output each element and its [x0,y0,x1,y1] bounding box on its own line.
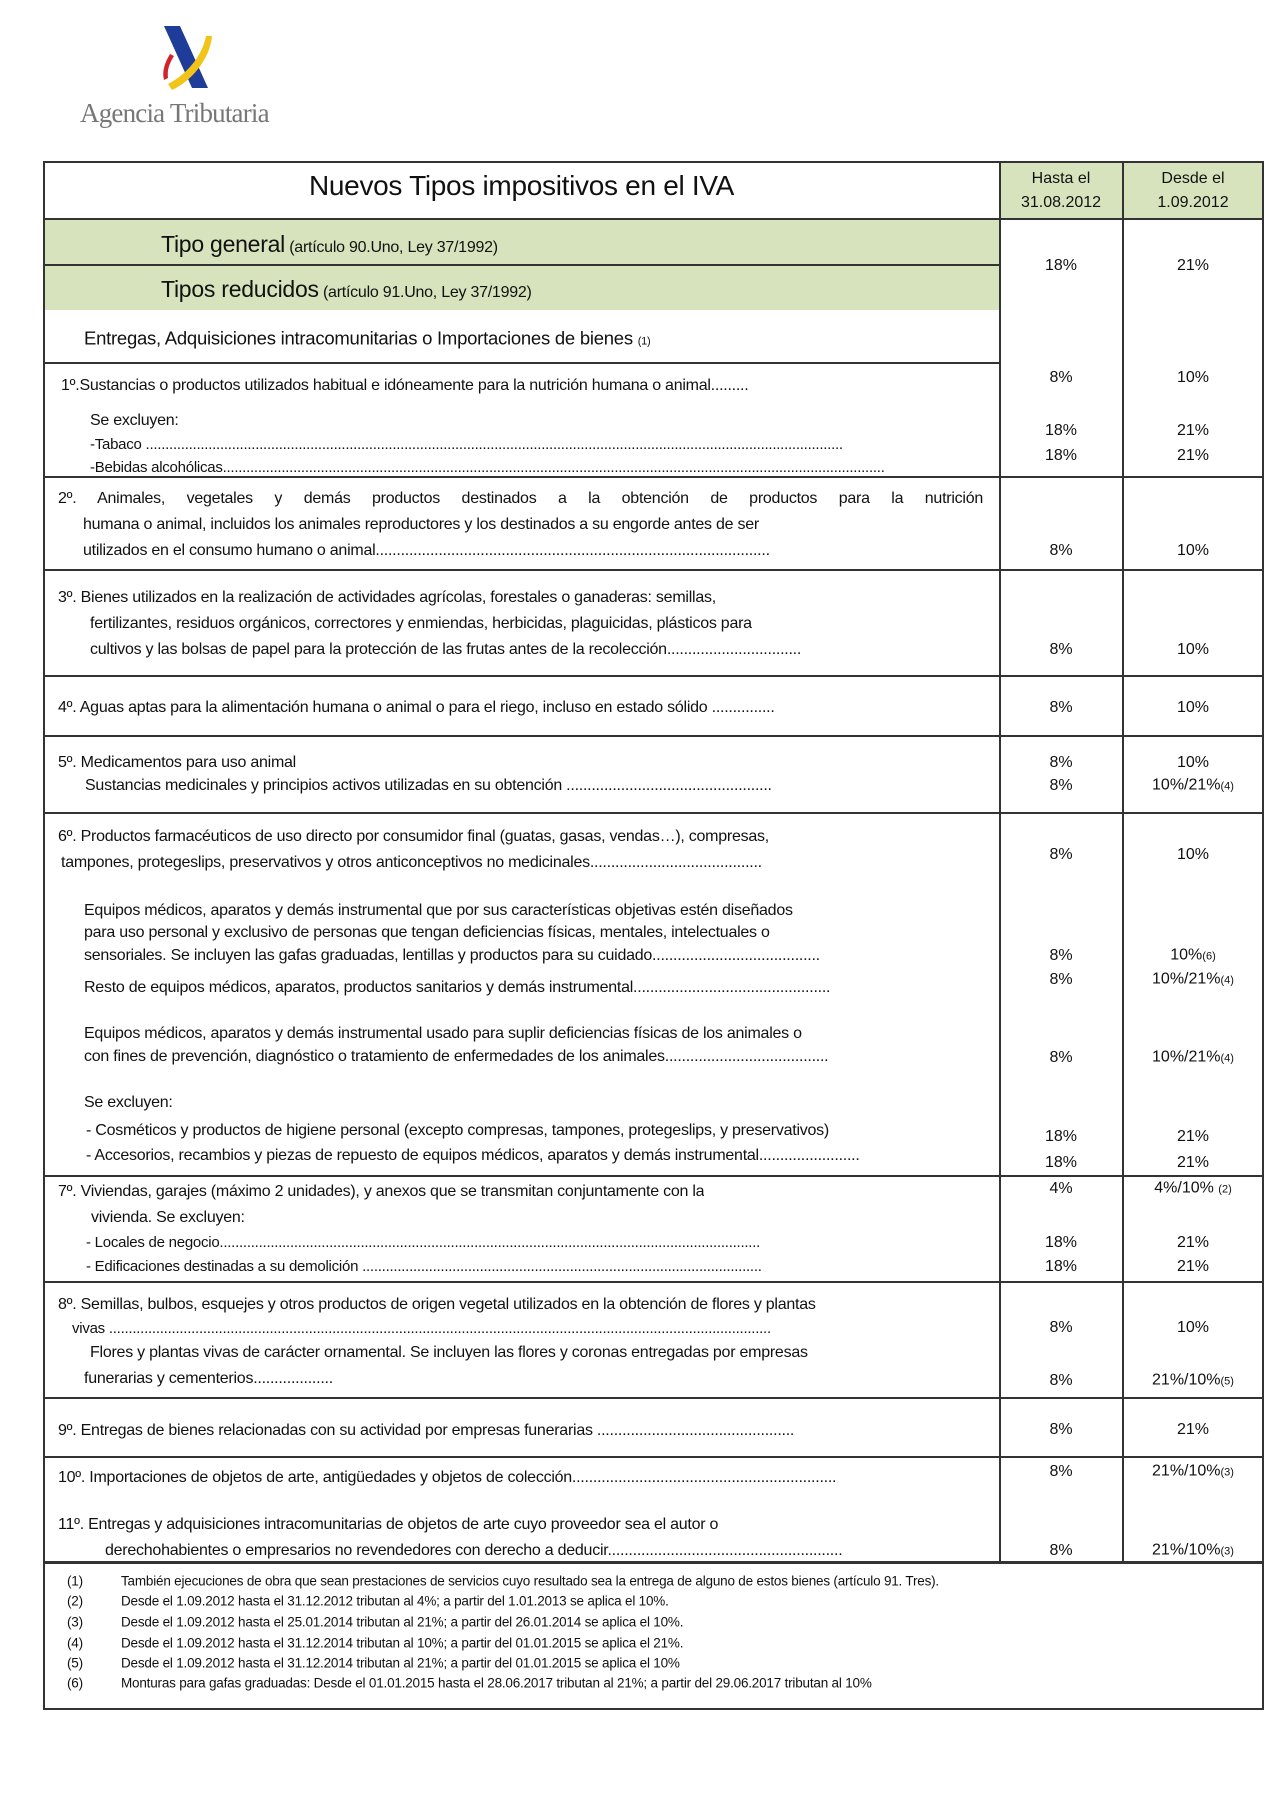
logo-emblem-icon [150,24,226,94]
col-from-header-line1: Desde el [1161,170,1225,187]
footnote-text: Desde el 1.09.2012 hasta el 31.12.2014 tributan al 21%; a partir del 01.01.2015 se aplica el 10% [121,1655,680,1671]
section-line: - Locales de negocio.......................................................................................................................................... [86,1234,761,1251]
section-line: cultivos y las bolsas de papel para la protección de las frutas antes de la recolección................................ [90,641,802,658]
rate-until: 18% [1044,1258,1078,1275]
rate-until: 8% [1049,1049,1073,1066]
section-line: con fines de prevención, diagnóstico o tratamiento de enfermedades de los animales....................................... [84,1048,829,1065]
footnote-number: (3) [67,1614,83,1630]
rate-from: 21% [1176,1128,1210,1145]
section-line: -Tabaco .................................................................................................................................................................................. [90,436,843,453]
section-line: Se excluyen: [84,1094,173,1111]
rate-until: 8% [1049,777,1073,794]
rate-from: 21%/10%(3) [1152,1462,1234,1480]
rate-from: 21%/10%(3) [1152,1541,1234,1559]
section-line: para uso personal y exclusivo de personas que tengan deficiencias físicas, mentales, intelectuales o [84,924,770,941]
section-line: vivas ......................................................................................................................................................................... [72,1320,771,1337]
section-line: 8º. Semillas, bulbos, esquejes y otros productos de origen vegetal utilizados en la obtención de flores y plantas [58,1296,816,1313]
rate-until: 18% [1044,422,1078,439]
section-line: 7º. Viviendas, garajes (máximo 2 unidades), y anexos que se transmitan conjuntamente con la [58,1183,705,1200]
footnote-number: (1) [67,1573,83,1589]
section-line: 5º. Medicamentos para uso animal [58,754,296,771]
rate-until: 8% [1049,754,1073,771]
footnote-text: Desde el 1.09.2012 hasta el 25.01.2014 tributan al 21%; a partir del 26.01.2014 se aplica el 10%. [121,1614,684,1630]
rate-until: 18% [1044,1128,1078,1145]
table-title: Nuevos Tipos impositivos en el IVA [308,170,735,201]
rate-until: 4% [1049,1180,1073,1197]
rate-from: 10%(6) [1170,946,1216,964]
rate-until: 8% [1049,369,1073,386]
general-rate-until: 18% [1044,257,1078,274]
col-until-header-line2: 31.08.2012 [1020,194,1102,211]
rate-until: 8% [1049,971,1073,988]
col-until-header-line1: Hasta el [1031,170,1091,187]
rate-from: 21%/10%(5) [1152,1371,1234,1389]
section-line: -Bebidas alcohólicas......................................................................................................................................................................... [90,459,885,476]
footnote-text: Monturas para gafas graduadas: Desde el 01.01.2015 hasta el 28.06.2017 tributan al 21%; a partir del 29.06.2017 tributan al 10% [121,1675,872,1691]
rate-from: 10% [1176,641,1210,658]
general-rate-label: Tipo general (artículo 90.Uno, Ley 37/1992) [161,234,498,257]
rate-until: 8% [1049,699,1073,716]
rate-from: 10% [1176,542,1210,559]
footnote-text: Desde el 1.09.2012 hasta el 31.12.2014 tributan al 10%; a partir del 01.01.2015 se aplica el 21%. [121,1635,684,1651]
rate-until: 18% [1044,1154,1078,1171]
rate-until: 18% [1044,447,1078,464]
rate-from: 21% [1176,1234,1210,1251]
section-line: Resto de equipos médicos, aparatos, productos sanitarios y demás instrumental............................................... [84,979,831,996]
rate-until: 8% [1049,1542,1073,1559]
section-line: 3º. Bienes utilizados en la realización de actividades agrícolas, forestales o ganaderas: semillas, [58,589,716,606]
rate-until: 8% [1049,1319,1073,1336]
footnote-number: (5) [67,1655,83,1671]
rate-from: 21% [1176,447,1210,464]
section-line: - Edificaciones destinadas a su demolición ...................................................................................................... [86,1258,762,1275]
section-line: 11º. Entregas y adquisiciones intracomunitarias de objetos de arte cuyo proveedor sea el autor o [58,1516,719,1533]
rate-from: 4%/10% (2) [1154,1179,1232,1197]
section-line: - Cosméticos y productos de higiene personal (excepto compresas, tampones, protegeslips, y preservativos) [86,1122,830,1139]
rate-from: 21% [1176,1258,1210,1275]
section-line: 2º. Animales, vegetales y demás productos destinados a la obtención de productos para la nutrición [58,490,983,507]
col-from-header-line2: 1.09.2012 [1157,194,1229,211]
rate-until: 8% [1049,1421,1073,1438]
agency-logo [70,20,300,135]
deliveries-label: Entregas, Adquisiciones intracomunitarias o Importaciones de bienes (1) [84,328,651,349]
rate-from: 10%/21%(4) [1152,776,1234,794]
footnote-text: Desde el 1.09.2012 hasta el 31.12.2012 tributan al 4%; a partir del 1.01.2013 se aplica el 10%. [121,1593,669,1609]
section-line: Sustancias medicinales y principios activos utilizadas en su obtención ................................................. [85,777,772,794]
rate-until: 8% [1049,542,1073,559]
reduced-rate-label: Tipos reducidos (artículo 91.Uno, Ley 37/1992) [161,279,532,302]
section-line: - Accesorios, recambios y piezas de repuesto de equipos médicos, aparatos y demás instrumental........................ [86,1147,860,1164]
section-line: tampones, protegeslips, preservativos y otros anticonceptivos no medicinales......................................... [61,854,762,871]
footnote-number: (4) [67,1635,83,1651]
rate-from: 21% [1176,1421,1210,1438]
footnote-number: (2) [67,1593,83,1609]
section-line: humana o animal, incluidos los animales reproductores y los destinados a su engorde antes de ser [83,516,759,533]
section-line: 10º. Importaciones de objetos de arte, antigüedades y objetos de colección............................................................... [58,1469,837,1486]
section-line: funerarias y cementerios................... [84,1370,333,1387]
footnote-number: (6) [67,1675,83,1691]
rate-until: 8% [1049,641,1073,658]
rate-from: 10% [1176,699,1210,716]
section-line: Flores y plantas vivas de carácter ornamental. Se incluyen las flores y coronas entregadas por empresas [90,1344,808,1361]
rate-until: 8% [1049,846,1073,863]
section-line: Se excluyen: [90,412,179,429]
section-line: Equipos médicos, aparatos y demás instrumental que por sus características objetivas estén diseñados [84,902,793,919]
section-line: Equipos médicos, aparatos y demás instrumental usado para suplir deficiencias físicas de los animales o [84,1025,802,1042]
section-line: derechohabientes o empresarios no revendedores con derecho a deducir........................................................ [105,1542,843,1559]
footnote-text: También ejecuciones de obra que sean prestaciones de servicios cuyo resultado sea la entrega de alguno de estos bienes (artículo 91. Tres). [121,1573,939,1589]
general-rate-from: 21% [1176,257,1210,274]
rate-from: 10%/21%(4) [1152,1048,1234,1066]
rate-from: 21% [1176,422,1210,439]
section-line: 1º.Sustancias o productos utilizados habitual e idóneamente para la nutrición humana o animal......... [61,377,749,394]
section-line: vivienda. Se excluyen: [91,1209,245,1226]
rate-until: 8% [1049,947,1073,964]
rate-until: 8% [1049,1463,1073,1480]
rate-from: 10% [1176,1319,1210,1336]
section-line: 4º. Aguas aptas para la alimentación humana o animal o para el riego, incluso en estado sólido ............... [58,699,775,716]
rate-from: 10% [1176,846,1210,863]
section-line: 6º. Productos farmacéuticos de uso directo por consumidor final (guatas, gasas, vendas…), compresas, [58,828,769,845]
section-line: 9º. Entregas de bienes relacionadas con su actividad por empresas funerarias ............................................... [58,1422,795,1439]
rate-until: 18% [1044,1234,1078,1251]
rate-from: 10%/21%(4) [1152,970,1234,988]
rate-until: 8% [1049,1372,1073,1389]
rate-from: 21% [1176,1154,1210,1171]
section-line: utilizados en el consumo humano o animal.............................................................................................. [83,542,770,559]
rate-from: 10% [1176,754,1210,771]
section-line: sensoriales. Se incluyen las gafas graduadas, lentillas y productos para su cuidado........................................ [84,947,820,964]
logo-text: Agencia Tributaria [80,98,269,128]
rate-from: 10% [1176,369,1210,386]
section-line: fertilizantes, residuos orgánicos, correctores y enmiendas, herbicidas, plaguicidas, plásticos para [90,615,752,632]
